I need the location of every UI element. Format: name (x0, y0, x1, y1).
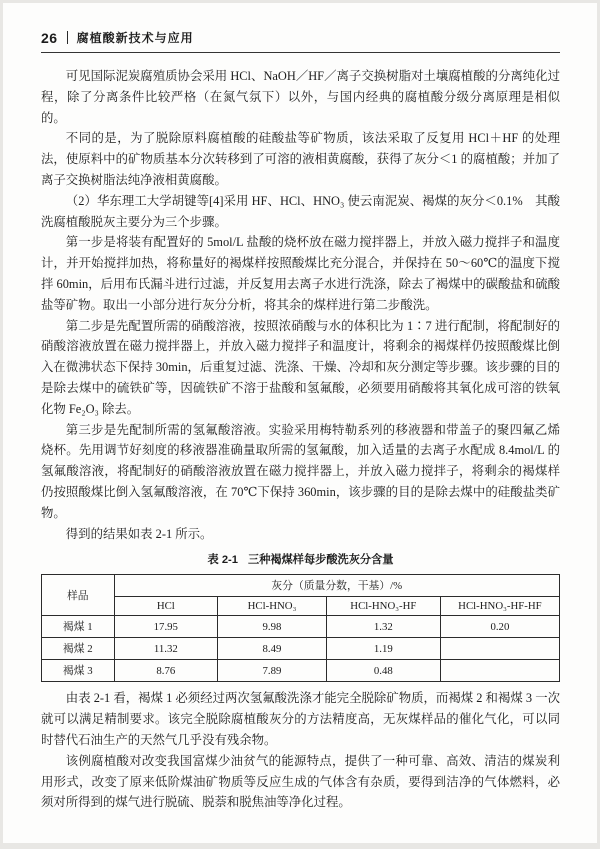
value-cell: 7.89 (218, 660, 327, 682)
sample-cell: 褐煤 1 (42, 616, 115, 638)
paragraph-9: 该例腐植酸对改变我国富煤少油贫气的能源特点，提供了一种可靠、高效、清洁的煤炭利用形式，改变了原来低阶煤油矿物质等反应生成的气体含有杂质，要得到洁净的气体燃料，必须对所得到的煤气进行脱硫、脱萘和脱焦油等净化过程。 (41, 753, 560, 810)
column-header-sample: 样品 (42, 575, 115, 616)
sample-cell: 褐煤 2 (42, 638, 115, 660)
value-cell: 8.76 (114, 660, 218, 682)
header-separator (67, 31, 68, 44)
paragraph-1: 可见国际泥炭腐殖质协会采用 HCl、NaOH／HF／离子交换树脂对土壤腐植酸的分离纯化过程，除了分离条件比较严格（在氮气氛下）以外，与国内经典的腐植酸分级分离原理是相似的。 (41, 69, 560, 125)
value-cell: 0.20 (440, 616, 559, 638)
value-cell: 8.49 (218, 638, 327, 660)
column-header-hcl-hno3-hf: HCl-HNO₃-HF (326, 597, 440, 616)
paragraph-7: 得到的结果如表 2-1 所示。 (65, 526, 213, 541)
page-number: 26 (41, 29, 58, 46)
column-header-hcl-hno3: HCl-HNO₃ (218, 597, 327, 616)
paragraph-3: （2）华东理工大学胡键等[4]采用 HF、HCl、HNO₃ 使云南泥炭、褐煤的灰分＜0.1% 其酸洗腐植酸脱灰主要分为三个步骤。 (41, 193, 560, 229)
value-cell: 1.19 (326, 638, 440, 660)
table-caption (41, 551, 560, 567)
paragraph-6: 第三步是先配制所需的氢氟酸溶液。实验采用梅特勒系列的移液器和带盖子的聚四氟乙烯烧杯。先用调节好刻度的移液器准确量取所需的氢氟酸，加入适量的去离子水配成 8.4mol/L 的氢氟酸溶液，将配制好的硝酸溶液放置在磁力搅拌器上，并放入磁力搅拌子，将剩余的褐煤样仍按照酸煤比倒入氢氟酸溶液，在 70℃下保持 360min，该步骤的目的是除去煤中的硅酸盐类矿物。 (41, 422, 560, 520)
value-cell (440, 638, 559, 660)
value-cell (440, 660, 559, 682)
value-cell: 17.95 (114, 616, 218, 638)
page-header (41, 29, 560, 46)
page-body (41, 66, 560, 813)
table-header-row-2 (42, 597, 560, 616)
table-block (41, 551, 560, 682)
table-row-lignite-2 (42, 638, 560, 660)
paragraph-5: 第二步是先配置所需的硝酸溶液，按照浓硝酸与水的体积比为 1∶7 进行配制，将配制好的硝酸溶液放置在磁力搅拌器上，并放入磁力搅拌子和温度计，将剩余的褐煤样仍按照酸煤比倒入在微沸状态下保持 30min，后重复过滤、洗涤、干燥、冷却和灰分测定等步骤。该步骤的目的是除去煤中的硫铁矿等，因硫铁矿不溶于盐酸和氢氟酸，必须要用硝酸将其氧化成可溶的铁氧化物 Fe₂O₃ 除去。 (41, 318, 560, 416)
value-cell: 9.98 (218, 616, 327, 638)
table-row-lignite-3 (42, 660, 560, 682)
paragraph-4: 第一步是将装有配置好的 5mol/L 盐酸的烧杯放在磁力搅拌器上，并放入磁力搅拌子和温度计，并开始搅拌加热，将称量好的褐煤样按照酸煤比充分混合，并保持在 50～60℃的温度下搅拌 60min，后用布氏漏斗进行过滤，并反复用去离子水进行洗涤，除去了褐煤中的碳酸盐和硫酸盐等矿物。取出一小部分进行灰分分析，将其余的煤样进行第二步酸洗。 (41, 235, 560, 312)
header-rule (41, 52, 560, 53)
paragraph-2: 不同的是，为了脱除原料腐植酸的硅酸盐等矿物质，该法采取了反复用 HCl＋HF 的处理法，使原料中的矿物质基本分次转移到了可溶的液相黄腐酸，获得了灰分＜1 的腐植酸；并加了离子交换树脂法纯净液相黄腐酸。 (41, 131, 560, 187)
table-caption-label: 表 2-1 (207, 554, 238, 567)
table-header-row-1 (42, 575, 560, 597)
column-header-hcl-hno3-hf-hf: HCl-HNO₃-HF-HF (440, 597, 559, 616)
table-row-lignite-1 (42, 616, 560, 638)
sample-cell: 褐煤 3 (42, 660, 115, 682)
column-header-ash-group: 灰分（质量分数，干基）/% (114, 575, 559, 597)
column-header-hcl: HCl (114, 597, 218, 616)
book-page (3, 3, 597, 843)
paragraph-8: 由表 2-1 看，褐煤 1 必须经过两次氢氟酸洗涤才能完全脱除矿物质，而褐煤 2 和褐煤 3 一次就可以满足精制要求。该完全脱除腐植酸灰分的方法精度高，无灰煤样品的催化气化，可以同时替代石油生产的天然气几乎没有残余物。 (41, 691, 560, 747)
value-cell: 11.32 (114, 638, 218, 660)
value-cell: 1.32 (326, 616, 440, 638)
value-cell: 0.48 (326, 660, 440, 682)
book-title: 腐植酸新技术与应用 (76, 31, 194, 45)
table-caption-title: 三种褐煤样每步酸洗灰分含量 (248, 554, 394, 567)
ash-content-table (41, 574, 560, 682)
